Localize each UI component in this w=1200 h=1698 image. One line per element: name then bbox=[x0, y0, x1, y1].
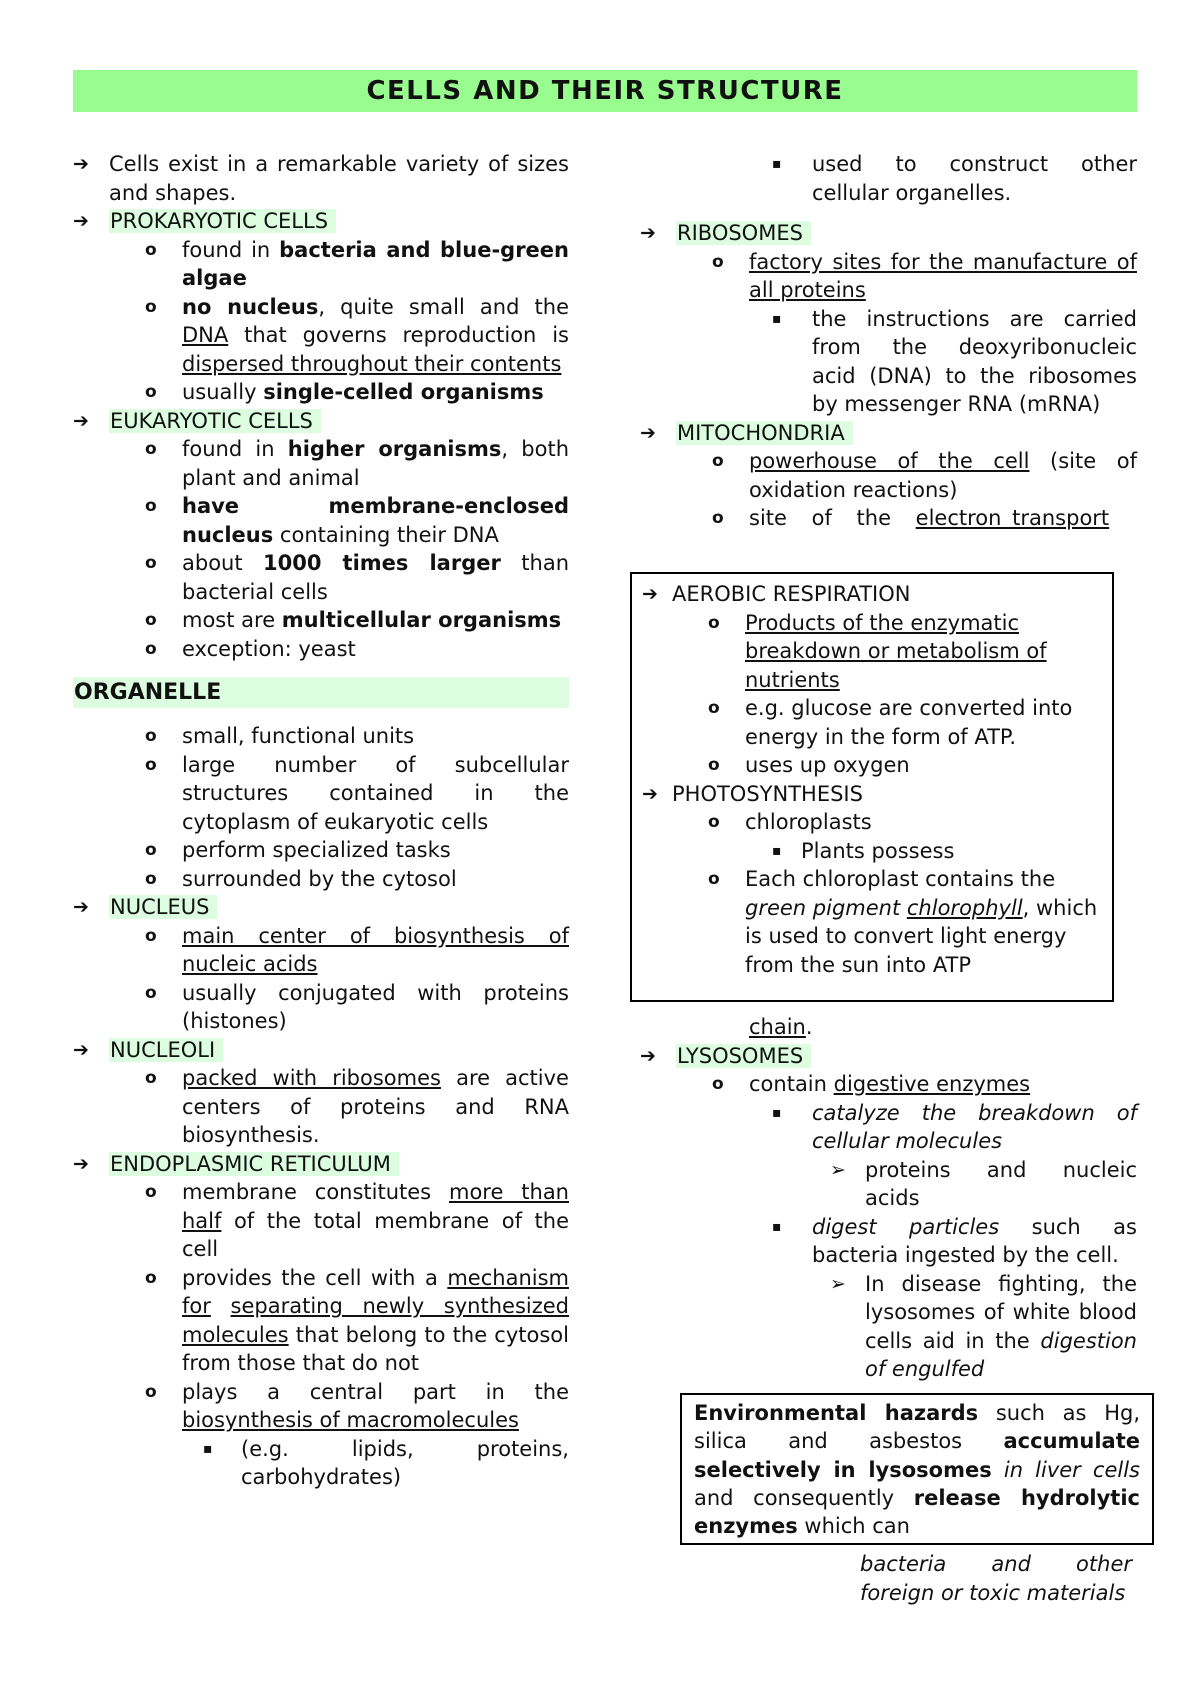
section-heading: ENDOPLASMIC RETICULUM bbox=[109, 1152, 399, 1176]
list-item bbox=[640, 248, 1137, 305]
circle-bullet-icon: o bbox=[145, 296, 157, 317]
arrow-bullet-icon: ➔ bbox=[642, 583, 658, 605]
arrow-bullet-icon: ➔ bbox=[73, 1038, 89, 1061]
circle-bullet-icon: o bbox=[145, 553, 157, 573]
list-item bbox=[73, 606, 569, 635]
text: , both plant and animal bbox=[182, 437, 570, 490]
underlined-text: more than half bbox=[182, 1180, 569, 1233]
square-bullet-icon: ▪ bbox=[772, 842, 782, 859]
environmental-hazards-box bbox=[680, 1393, 1154, 1545]
continued-italic-text: bacteria and other foreign or toxic materials bbox=[860, 1552, 1132, 1605]
text: that governs reproduction is bbox=[228, 323, 569, 347]
text: found in bbox=[182, 237, 280, 262]
list-item bbox=[73, 722, 569, 751]
right-column bbox=[640, 150, 1137, 533]
spacer bbox=[640, 207, 1137, 219]
underlined-text: powerhouse of the cell bbox=[749, 449, 1030, 473]
text: large number of subcellular structures contained in the cytoplasm of eukaryotic cells bbox=[182, 752, 569, 834]
sub-list-item bbox=[640, 1099, 1137, 1156]
text: (site of oxidation reactions) bbox=[749, 449, 1138, 502]
bold-text: 1000 times larger bbox=[263, 551, 501, 575]
underlined-text: packed with ribosomes bbox=[182, 1066, 441, 1090]
eukaryotic-heading bbox=[73, 407, 569, 436]
list-item bbox=[73, 549, 569, 606]
lysosome-section bbox=[640, 1013, 1137, 1384]
arrow-bullet-icon: ➔ bbox=[73, 1152, 89, 1175]
circle-bullet-icon: o bbox=[145, 726, 157, 746]
bold-text: single-celled organisms bbox=[263, 380, 544, 404]
circle-bullet-icon: o bbox=[145, 925, 157, 946]
intro-text: Cells exist in a remarkable variety of sizes and shapes. bbox=[109, 152, 569, 205]
underlined-text: dispersed throughout their contents bbox=[182, 351, 562, 376]
text: membrane constitutes bbox=[182, 1180, 449, 1204]
list-item bbox=[642, 865, 1098, 979]
bold-text: bacteria and blue-green algae bbox=[182, 237, 569, 290]
text: contain bbox=[749, 1072, 834, 1096]
underlined-text: biosynthesis of macromolecules bbox=[182, 1408, 519, 1432]
respiration-photosynthesis-box bbox=[630, 572, 1114, 1002]
circle-bullet-icon: o bbox=[145, 1182, 157, 1202]
section-heading: NUCLEUS bbox=[109, 895, 217, 919]
bold-text: higher organisms bbox=[287, 437, 502, 461]
text: (e.g. lipids, proteins, carbohydrates) bbox=[241, 1436, 569, 1489]
circle-bullet-icon: o bbox=[145, 239, 157, 260]
circle-bullet-icon: o bbox=[145, 982, 157, 1003]
chevron-bullet-icon: ➢ bbox=[830, 1272, 846, 1295]
nucleoli-heading bbox=[73, 1036, 569, 1065]
text: Each chloroplast contains the bbox=[745, 867, 1056, 891]
square-bullet-icon: ▪ bbox=[772, 310, 782, 327]
list-item bbox=[642, 609, 1098, 695]
text: such as bacteria ingested by the cell. bbox=[812, 1214, 1137, 1267]
bold-text: multicellular organisms bbox=[281, 608, 562, 632]
circle-bullet-icon: o bbox=[708, 812, 720, 832]
text: perform specialized tasks bbox=[182, 838, 451, 862]
sub-sub-list-item bbox=[640, 1270, 1137, 1384]
square-bullet-icon: ▪ bbox=[772, 156, 782, 172]
circle-bullet-icon: o bbox=[145, 610, 157, 630]
underlined-text: electron transport bbox=[915, 506, 1110, 530]
italic-text: in liver cells bbox=[1003, 1457, 1140, 1482]
list-item bbox=[642, 694, 1098, 751]
mitochondria-heading bbox=[640, 419, 1137, 448]
circle-bullet-icon: o bbox=[708, 612, 720, 633]
left-column bbox=[73, 150, 569, 1492]
square-bullet-icon: ▪ bbox=[203, 1440, 213, 1457]
circle-bullet-icon: o bbox=[145, 382, 157, 402]
text: , which is used to convert light energy from the sun into ATP bbox=[745, 895, 1098, 977]
arrow-bullet-icon: ➔ bbox=[642, 782, 658, 805]
list-item bbox=[640, 504, 1137, 533]
circle-bullet-icon: o bbox=[145, 754, 157, 775]
chevron-bullet-icon: ➢ bbox=[830, 1158, 846, 1181]
list-item bbox=[73, 922, 569, 979]
circle-bullet-icon: o bbox=[712, 1074, 724, 1094]
text: In disease fighting, the lysosomes of white blood cells aid in the bbox=[865, 1271, 1137, 1353]
underlined-text: mechanism for bbox=[182, 1265, 569, 1318]
list-item bbox=[642, 808, 1098, 837]
page-title: CELLS AND THEIR STRUCTURE bbox=[366, 76, 844, 106]
circle-bullet-icon: o bbox=[145, 638, 157, 659]
bold-text: accumulate selectively in lysosomes bbox=[694, 1429, 1140, 1482]
circle-bullet-icon: o bbox=[712, 251, 724, 272]
text: chloroplasts bbox=[745, 810, 872, 834]
sub-list-item bbox=[642, 837, 1098, 866]
er-heading bbox=[73, 1150, 569, 1179]
text: of the total membrane of the cell bbox=[182, 1208, 569, 1261]
text: than bacterial cells bbox=[182, 551, 569, 604]
circle-bullet-icon: o bbox=[145, 1267, 157, 1288]
continued-text bbox=[640, 1013, 1137, 1042]
sub-sub-list-item bbox=[640, 1156, 1137, 1213]
list-item bbox=[73, 1264, 569, 1378]
circle-bullet-icon: o bbox=[145, 439, 157, 459]
text: about bbox=[182, 551, 264, 575]
italic-underlined-text: chlorophyll bbox=[906, 895, 1023, 920]
circle-bullet-icon: o bbox=[145, 840, 157, 860]
photosynthesis-heading bbox=[642, 780, 1098, 809]
text: proteins and nucleic acids bbox=[865, 1157, 1137, 1210]
text: site of the bbox=[749, 506, 916, 530]
underlined-text: DNA bbox=[182, 323, 229, 347]
list-item bbox=[73, 1178, 569, 1264]
list-item bbox=[73, 492, 569, 549]
list-item bbox=[642, 751, 1098, 780]
text: small, functional units bbox=[182, 724, 415, 748]
text: that belong to the cytosol from those that do not bbox=[182, 1322, 569, 1375]
section-heading: PROKARYOTIC CELLS bbox=[109, 209, 336, 233]
arrow-bullet-icon: ➔ bbox=[73, 896, 89, 918]
lysosomes-heading bbox=[640, 1042, 1137, 1071]
section-heading: EUKARYOTIC CELLS bbox=[109, 409, 321, 433]
text: containing their DNA bbox=[273, 522, 499, 547]
title-bar bbox=[73, 70, 1137, 112]
text: such as Hg, silica and asbestos bbox=[694, 1401, 1140, 1454]
section-heading: LYSOSOMES bbox=[676, 1044, 811, 1068]
underlined-text: separating newly synthesized molecules bbox=[182, 1294, 569, 1347]
arrow-bullet-icon: ➔ bbox=[640, 222, 656, 244]
bold-text: release hydrolytic enzymes bbox=[694, 1485, 1140, 1539]
list-item bbox=[73, 236, 569, 293]
intro-item bbox=[73, 150, 569, 207]
section-heading: NUCLEOLI bbox=[109, 1038, 223, 1062]
text: surrounded by the cytosol bbox=[182, 866, 457, 891]
italic-text: digestion of engulfed bbox=[865, 1328, 1137, 1381]
list-item bbox=[73, 751, 569, 837]
square-bullet-icon: ▪ bbox=[772, 1218, 782, 1235]
list-item bbox=[73, 635, 569, 664]
circle-bullet-icon: o bbox=[708, 869, 720, 889]
arrow-bullet-icon: ➔ bbox=[73, 210, 89, 232]
list-item bbox=[73, 1064, 569, 1150]
list-item bbox=[73, 865, 569, 894]
ribosomes-heading bbox=[640, 219, 1137, 248]
arrow-bullet-icon: ➔ bbox=[73, 153, 89, 175]
list-item bbox=[640, 447, 1137, 504]
box-heading: PHOTOSYNTHESIS bbox=[672, 781, 863, 806]
sub-list-item bbox=[640, 305, 1137, 419]
list-item bbox=[73, 836, 569, 865]
text bbox=[211, 1294, 231, 1318]
circle-bullet-icon: o bbox=[145, 496, 157, 516]
text: provides the cell with a bbox=[182, 1265, 448, 1290]
circle-bullet-icon: o bbox=[708, 755, 720, 775]
circle-bullet-icon: o bbox=[145, 1381, 157, 1402]
text: . bbox=[805, 1015, 813, 1039]
list-item bbox=[73, 435, 569, 492]
bold-text: have membrane-enclosed nucleus bbox=[182, 494, 569, 547]
section-heading: RIBOSOMES bbox=[676, 221, 811, 245]
text: are active centers of proteins and RNA biosynthesis. bbox=[182, 1066, 569, 1147]
text: plays a central part in the bbox=[182, 1379, 569, 1404]
text: usually bbox=[182, 380, 264, 404]
circle-bullet-icon: o bbox=[712, 451, 724, 471]
box-heading: AEROBIC RESPIRATION bbox=[672, 582, 911, 606]
list-item bbox=[640, 1070, 1137, 1099]
underlined-text: factory sites for the manufacture of all proteins bbox=[749, 249, 1137, 302]
underlined-text: Products of the enzymatic breakdown or metabolism of nutrients bbox=[745, 610, 1047, 692]
text bbox=[992, 1458, 1004, 1482]
bold-text: Environmental hazards bbox=[694, 1401, 979, 1425]
italic-text: green pigment bbox=[745, 895, 907, 920]
list-item bbox=[73, 293, 569, 379]
circle-bullet-icon: o bbox=[145, 868, 157, 889]
section-heading: MITOCHONDRIA bbox=[676, 421, 853, 445]
italic-text: catalyze the breakdown of cellular molecules bbox=[812, 1100, 1137, 1153]
underlined-text: main center of biosynthesis of nucleic acids bbox=[182, 923, 569, 976]
bold-text: no nucleus bbox=[182, 294, 319, 319]
circle-bullet-icon: o bbox=[712, 508, 724, 528]
nucleus-heading bbox=[73, 893, 569, 922]
square-bullet-icon: ▪ bbox=[772, 1104, 782, 1121]
list-item bbox=[73, 979, 569, 1036]
text: found in bbox=[182, 437, 288, 461]
sub-list-item bbox=[640, 1213, 1137, 1270]
circle-bullet-icon: o bbox=[708, 698, 720, 718]
arrow-bullet-icon: ➔ bbox=[73, 409, 89, 432]
text: Plants possess bbox=[801, 838, 955, 863]
text: and consequently bbox=[694, 1485, 914, 1510]
arrow-bullet-icon: ➔ bbox=[640, 421, 656, 444]
text: the instructions are carried from the deoxyribonucleic acid (DNA) to the ribosomes by messenger RNA (mRNA) bbox=[812, 306, 1137, 416]
aerobic-heading bbox=[642, 580, 1098, 609]
sub-list-item bbox=[73, 1435, 569, 1492]
text: most are bbox=[182, 608, 282, 632]
prokaryotic-heading bbox=[73, 207, 569, 236]
text: uses up oxygen bbox=[745, 753, 910, 777]
text: , quite small and the bbox=[318, 294, 569, 319]
italic-text: digest particles bbox=[812, 1214, 1000, 1239]
list-item bbox=[73, 378, 569, 407]
text: which can bbox=[797, 1514, 910, 1539]
list-item bbox=[73, 1378, 569, 1435]
text: exception: yeast bbox=[182, 636, 356, 661]
organelle-heading: ORGANELLE bbox=[73, 677, 569, 708]
text: used to construct other cellular organelles. bbox=[812, 152, 1137, 205]
text: usually conjugated with proteins (histones) bbox=[182, 980, 569, 1033]
sub-list-item bbox=[640, 150, 1137, 207]
arrow-bullet-icon: ➔ bbox=[640, 1044, 656, 1067]
underlined-text: chain bbox=[749, 1015, 806, 1039]
circle-bullet-icon: o bbox=[145, 1068, 157, 1088]
underlined-text: digestive enzymes bbox=[833, 1072, 1031, 1096]
text: e.g. glucose are converted into energy in the form of ATP. bbox=[745, 696, 1073, 749]
